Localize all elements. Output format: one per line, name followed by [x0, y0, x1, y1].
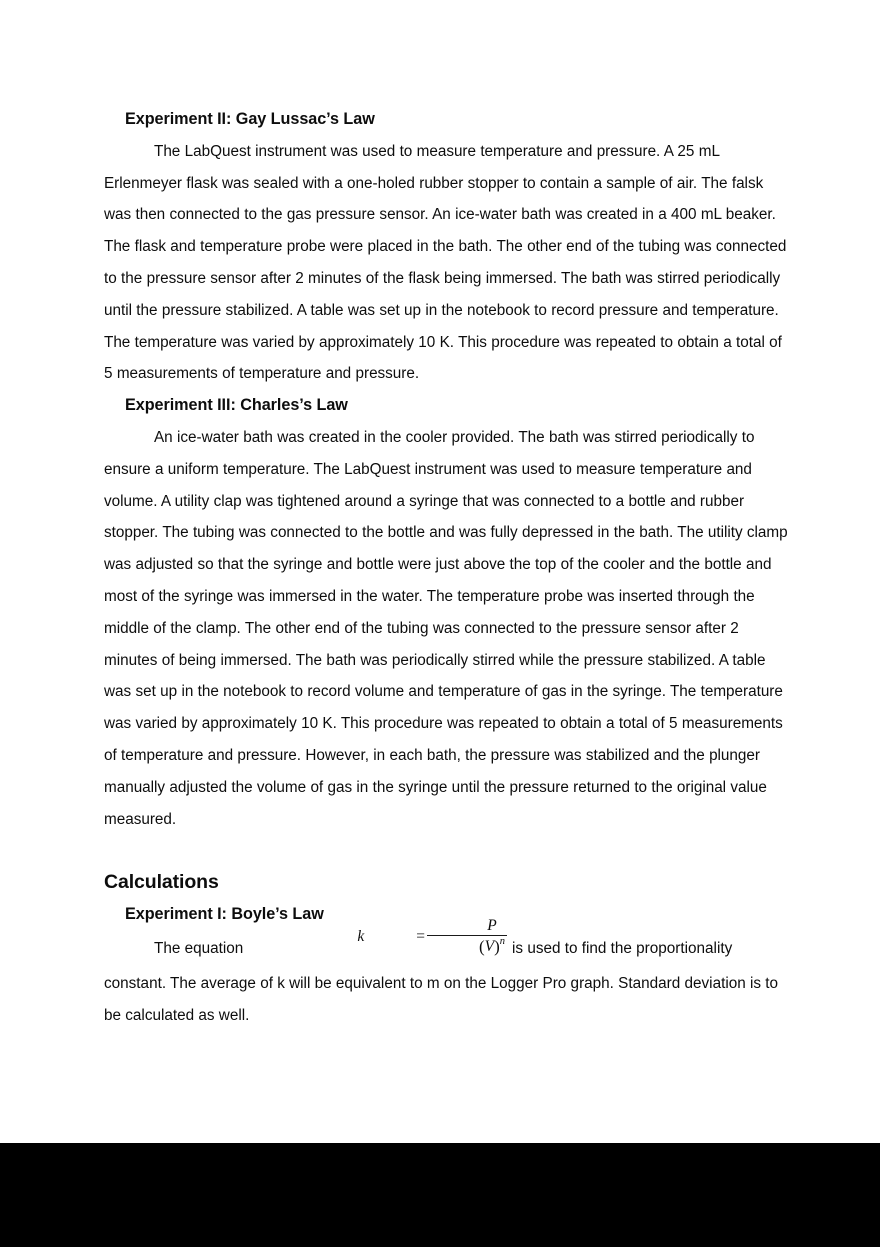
paragraph-experiment-3: An ice-water bath was created in the cooler provided. The bath was stirred periodically to ensure a uniform temperature. The LabQuest instrument was used to measure temperature and volume. A utility clap was tightened around a syringe that was connected to a bottle and rubber stopper. The tubing was connected to the bottle and was fully depressed in the bath. The utility clamp was adjusted so that the syringe and bottle were just above the top of the cooler and the bottle and most of the syringe was immersed in the water. The temperature probe was inserted through the middle of the clamp. The other end of the tubing was connected to the pressure sensor after 2 minutes of being immersed. The bath was periodically stirred while the pressure stabilized. A table was set up in the notebook to record volume and temperature of gas in the syringe. The temperature was varied by approximately 10 K. This procedure was repeated to obtain a total of 5 measurements of temperature and pressure. However, in each bath, the pressure was stabilized and the plunger manually adjusted the volume of gas in the syringe until the pressure returned to the original value measured.: [104, 428, 788, 828]
equation-denominator-variable-v: V: [484, 938, 495, 956]
equation-k-equals-p-over-v-to-the-n: [257, 918, 507, 955]
heading-experiment-3: Experiment III: Charles’s Law: [125, 396, 348, 415]
equation-denominator-close-paren: ): [494, 937, 500, 957]
blank-spacer-line: [104, 835, 794, 867]
equation-trailing-text: is used to find the proportionality constant. The average of k will be equivalent to m on the Logger Pro graph. Standard deviation is to be calculated as well.: [104, 939, 779, 1024]
document-content: [104, 104, 794, 1032]
heading-calculations: Calculations: [104, 871, 219, 894]
heading-experiment-1: Experiment I: Boyle’s Law: [125, 904, 324, 923]
equation-lhs-k: k: [357, 927, 365, 945]
bottom-black-band: [0, 1143, 880, 1247]
equation-operator-equals: =: [416, 927, 425, 945]
equation-numerator-p: P: [487, 917, 497, 935]
equation-denominator: [427, 936, 507, 955]
heading-experiment-2: Experiment II: Gay Lussac’s Law: [125, 110, 375, 128]
equation-denominator-exponent-n: n: [499, 936, 506, 948]
paragraph-experiment-2: The LabQuest instrument was used to measure temperature and pressure. A 25 mL Erlenmeyer flask was sealed with a one-holed rubber stopper to contain a sample of air. The falsk was then connected to the gas pressure sensor. An ice-water bath was created in a 400 mL beaker. The flask and temperature probe were placed in the bath. The other end of the tubing was connected to the pressure sensor after 2 minutes of the flask being immersed. The bath was stirred periodically until the pressure stabilized. A table was set up in the notebook to record pressure and temperature. The temperature was varied by approximately 10 K. This procedure was repeated to obtain a total of 5 measurements of temperature and pressure.: [104, 142, 787, 383]
equation-denominator-open-paren: (: [478, 937, 485, 957]
paragraph-experiment-1-calculation: [104, 917, 794, 1032]
equation-intro-text: The equation: [154, 939, 244, 957]
equation-fraction: [427, 918, 507, 955]
